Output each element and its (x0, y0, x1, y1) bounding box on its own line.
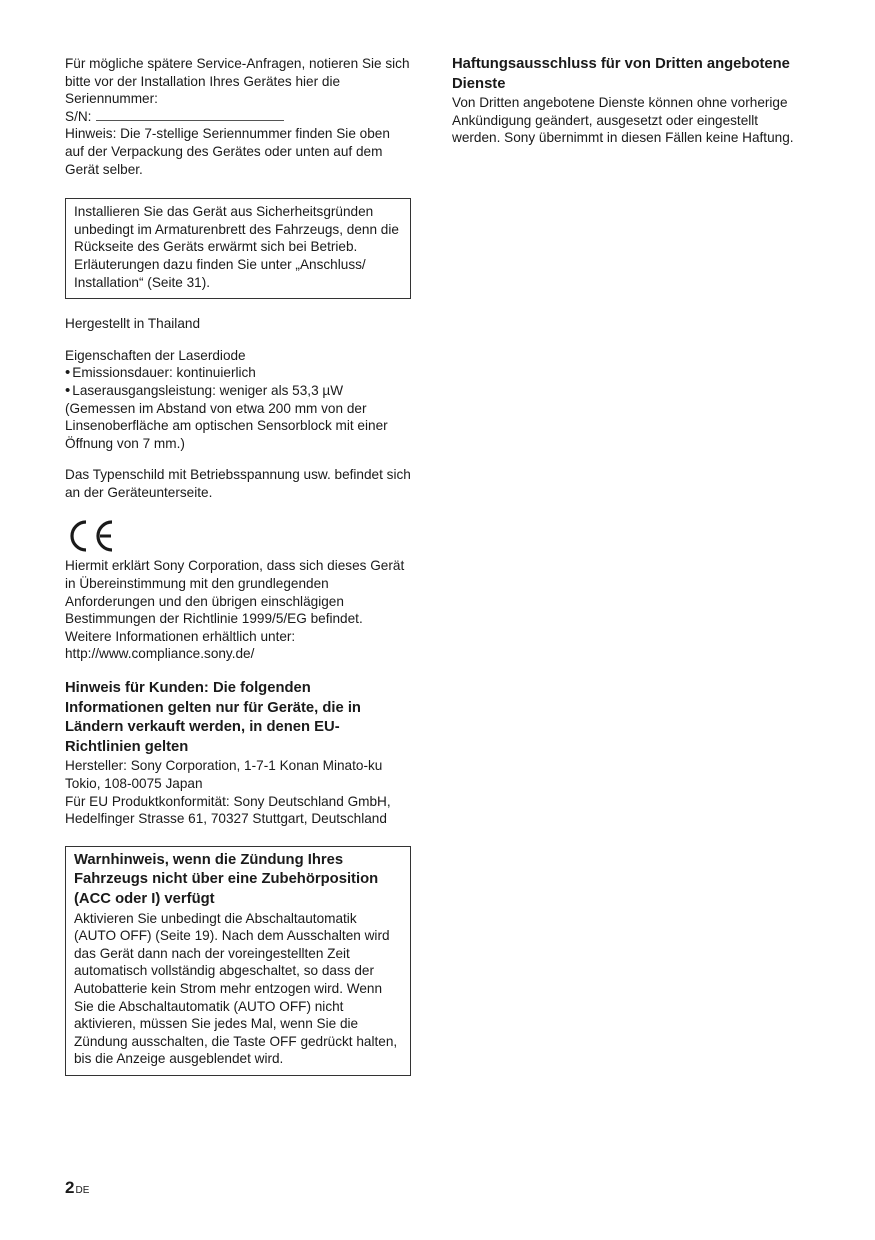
right-column (452, 55, 804, 147)
laser-bullet-1: • Emissionsdauer: kontinuierlich (65, 364, 411, 382)
install-notice-ref: Erläuterungen dazu finden Sie unter „Anschluss/ Installation“ (Seite 31). (74, 256, 366, 290)
laser-section (65, 347, 411, 453)
ce-mark-icon (65, 519, 117, 553)
declaration: Hiermit erklärt Sony Corporation, dass sich dieses Gerät in Übereinstimmung mit den grundlegenden Anforderungen und den übrigen einschlägigen Bestimmungen der Richtlinie 1999/5/EG befindet. Weitere Informationen erhältlich unter: http://www.compliance.sony.de/ (65, 558, 405, 662)
warning-text: Aktivieren Sie unbedingt die Abschaltautomatik (AUTO OFF) (Seite 19). Nach dem Ausschalten wird das Gerät dann nach der voreingestellten Zeit automatisch vollständig abgeschaltet, so dass der Autobatterie kein Strom mehr entzogen wird. Wenn Sie die Abschaltautomatik (AUTO OFF) nicht aktivieren, müssen Sie jedes Mal, wenn Sie die Zündung ausschalten, die Taste OFF gedrückt halten, bis die Anzeige ausgeblendet wird. (74, 910, 398, 1067)
nameplate-note: Das Typenschild mit Betriebsspannung usw. befindet sich an der Geräteunterseite. (65, 467, 411, 500)
left-column (65, 55, 411, 1076)
laser-title: Eigenschaften der Laserdiode (65, 347, 246, 363)
laser-note: (Gemessen im Abstand von etwa 200 mm von der Linsenoberfläche am optischen Sensorblock mit einer Öffnung von 7 mm.) (65, 400, 388, 451)
warning-box (65, 846, 411, 1076)
serial-label: S/N: (65, 108, 92, 124)
install-notice-text: Installieren Sie das Gerät aus Sicherheitsgründen unbedingt im Armaturenbrett des Fahrzeugs, denn die Rückseite des Geräts erwärmt sich bei Betrieb. (74, 204, 399, 255)
page-number-value: 2 (65, 1178, 75, 1197)
install-notice-box (65, 198, 411, 299)
warning-heading: Warnhinweis, wenn die Zündung Ihres Fahrzeugs nicht über eine Zubehörposition (ACC oder I) verfügt (74, 851, 379, 907)
page-language-suffix: DE (75, 1185, 90, 1196)
eu-heading: Hinweis für Kunden: Die folgenden Informationen gelten nur für Geräte, die in Ländern verkauft werden, in denen EU-Richtlinien gelten (65, 680, 361, 755)
made-in: Hergestellt in Thailand (65, 316, 201, 332)
eu-conformity: Für EU Produktkonformität: Sony Deutschland GmbH, Hedelfinger Strasse 61, 70327 Stuttgart, Deutschland (65, 793, 391, 827)
page-number (65, 1178, 89, 1198)
serial-blank-line (96, 109, 284, 121)
serial-hint: Hinweis: Die 7-stellige Seriennummer finden Sie oben auf der Verpackung des Gerätes oder unten auf dem Gerät selber. (65, 126, 390, 177)
disclaimer-heading: Haftungsausschluss für von Dritten angebotene Dienste (452, 56, 790, 92)
disclaimer-text: Von Dritten angebotene Dienste können ohne vorherige Ankündigung geändert, ausgesetzt oder eingestellt werden. Sony übernimmt in diesen Fällen keine Haftung. (452, 95, 794, 146)
laser-bullet-2: • Laserausgangsleistung: weniger als 53,3 µW (65, 382, 411, 400)
serial-intro: Für mögliche spätere Service-Anfragen, notieren Sie sich bitte vor der Installation Ihres Gerätes hier die Seriennummer: (65, 56, 410, 107)
serial-number-field (65, 108, 411, 126)
manufacturer: Hersteller: Sony Corporation, 1-7-1 Konan Minato-ku Tokio, 108-0075 Japan (65, 758, 383, 791)
